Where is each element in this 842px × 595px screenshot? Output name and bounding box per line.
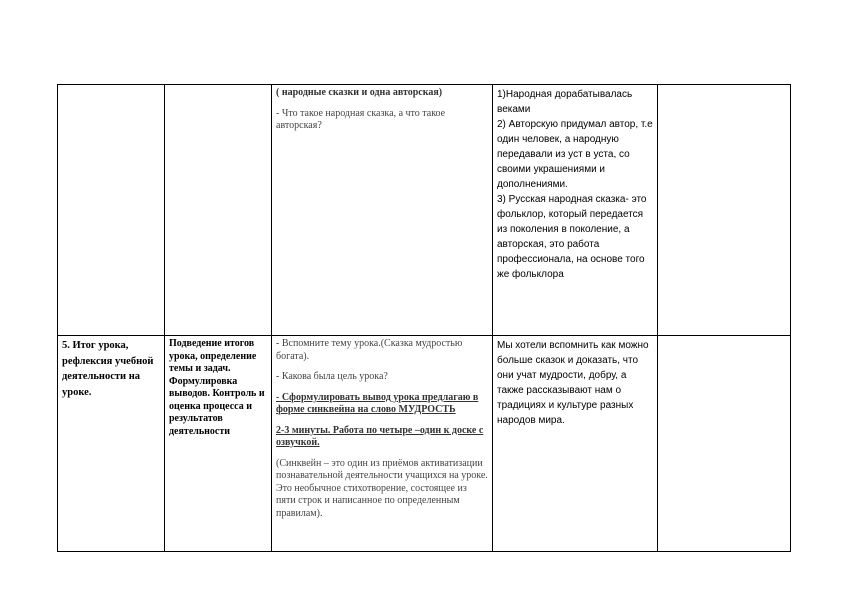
lesson-plan-table <box>57 84 791 552</box>
stage-tasks: Подведение итогов урока, определение темы и задач. Формулировка выводов. Контроль и оценка процесса и результатов деятельности <box>165 336 272 552</box>
teacher-activity-cell <box>272 336 493 552</box>
stage-cell <box>58 85 165 336</box>
lesson-goal-text: - Какова была цель урока? <box>276 371 388 382</box>
teacher-activity-cell <box>272 85 493 336</box>
tasks-cell <box>165 85 272 336</box>
table-row <box>58 336 791 552</box>
student-answer: Мы хотели вспомнить как можно больше сказок и доказать, что они учат мудрости, добру, а также рассказывают нам о традициях и культуре разных народов мира. <box>493 336 658 552</box>
student-activity-cell <box>493 85 658 336</box>
table-row <box>58 85 791 336</box>
notes-cell <box>658 336 791 552</box>
teacher-heading: ( народные сказки и одна авторская) <box>276 87 443 98</box>
answer-item: 2) Авторскую придумал автор, т.е один человек, а народную передавали из уст в уста, со своими украшениями и дополнениями. <box>497 119 653 190</box>
sinkwein-note: (Синквейн – это один из приёмов активатизации познавательной деятельности учащихся на уроке. Это необычное стихотворение, состоящее из пяти строк и написанное по определенным правилам). <box>276 457 488 519</box>
teacher-question: - Что такое народная сказка, а что такое авторская? <box>276 107 446 131</box>
recall-topic-text: - Вспомните тему урока.(Сказка мудростью богата). <box>276 338 463 362</box>
stage-title: 5. Итог урока, рефлексия учебной деятельности на уроке. <box>58 336 165 552</box>
group-work-text: 2-3 минуты. Работа по четыре –один к доске с озвучкой. <box>276 424 484 448</box>
answer-item: 3) Русская народная сказка- это фольклор, который передается из поколения в поколение, а авторская, это работа профессионала, на основе того же фольклора <box>497 194 647 280</box>
formulate-conclusion-text: - Сформулировать вывод урока предлагаю в форме синквейна на слово МУДРОСТЬ <box>276 391 479 415</box>
notes-cell <box>658 85 791 336</box>
answer-item: 1)Народная дорабатывалась веками <box>497 89 633 115</box>
